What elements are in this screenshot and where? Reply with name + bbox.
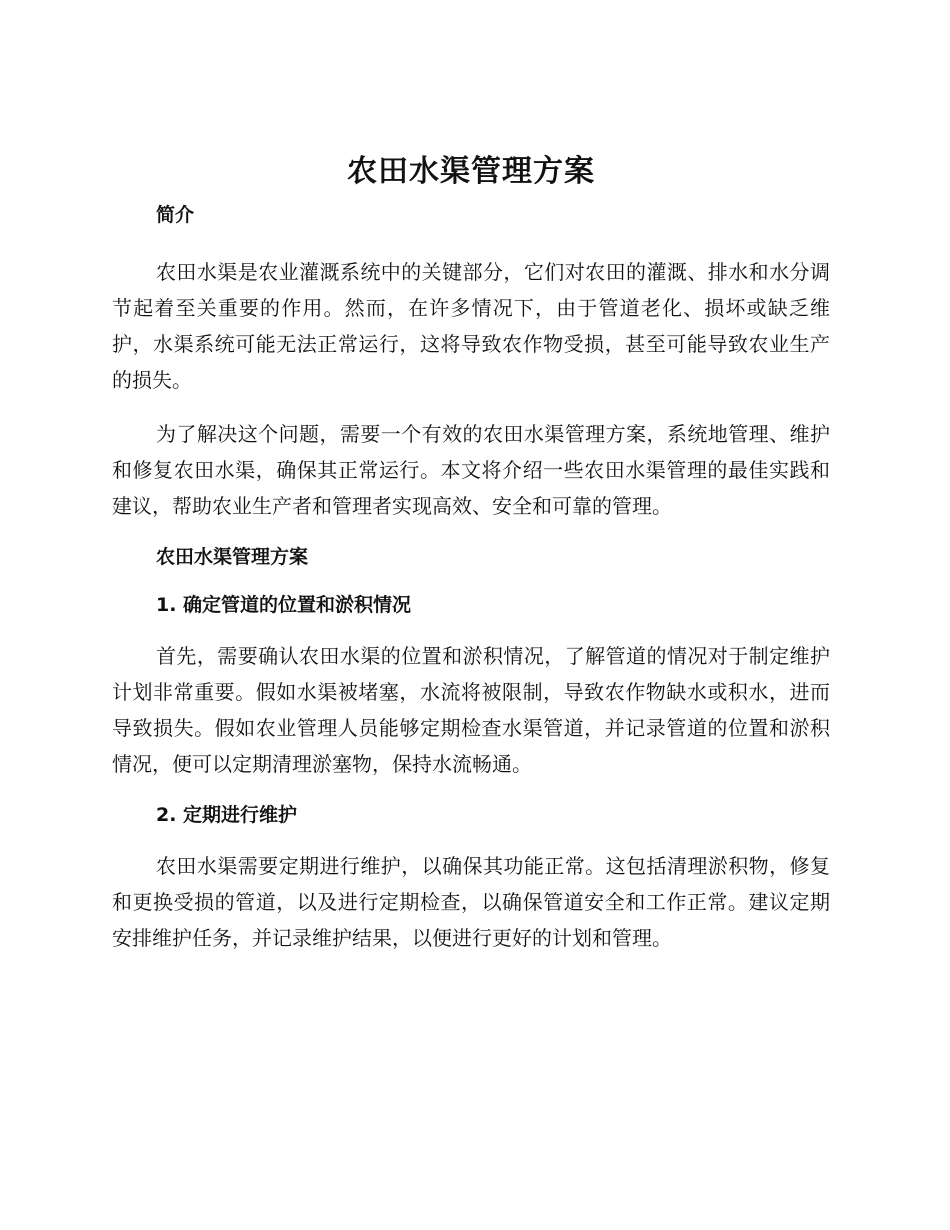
section-heading-plan: 农田水渠管理方案 <box>156 546 309 568</box>
document-title: 农田水渠管理方案 <box>347 154 595 189</box>
document-page <box>112 150 830 956</box>
section-heading-step-2: 2. 定期进行维护 <box>156 804 298 826</box>
paragraph-intro-2: 为了解决这个问题，需要一个有效的农田水渠管理方案，系统地管理、维护和修复农田水渠，确保其正常运行。本文将介绍一些农田水渠管理的最佳实践和建议，帮助农业生产者和管理者实现高效、安全和可靠的管理。 <box>112 422 830 518</box>
paragraph-step-1: 首先，需要确认农田水渠的位置和淤积情况，了解管道的情况对于制定维护计划非常重要。假如水渠被堵塞，水流将被限制，导致农作物缺水或积水，进而导致损失。假如农业管理人员能够定期检查水渠管道，并记录管道的位置和淤积情况，便可以定期清理淤塞物，保持水流畅通。 <box>112 644 830 776</box>
section-heading-step-1: 1. 确定管道的位置和淤积情况 <box>156 594 412 616</box>
paragraph-intro-1: 农田水渠是农业灌溉系统中的关键部分，它们对农田的灌溉、排水和水分调节起着至关重要的作用。然而，在许多情况下，由于管道老化、损坏或缺乏维护，水渠系统可能无法正常运行，这将导致农作物受损，甚至可能导致农业生产的损失。 <box>112 260 830 392</box>
section-heading-intro: 简介 <box>156 204 195 226</box>
paragraph-step-2: 农田水渠需要定期进行维护，以确保其功能正常。这包括清理淤积物，修复和更换受损的管道，以及进行定期检查，以确保管道安全和工作正常。建议定期安排维护任务，并记录维护结果，以便进行更好的计划和管理。 <box>112 854 830 950</box>
